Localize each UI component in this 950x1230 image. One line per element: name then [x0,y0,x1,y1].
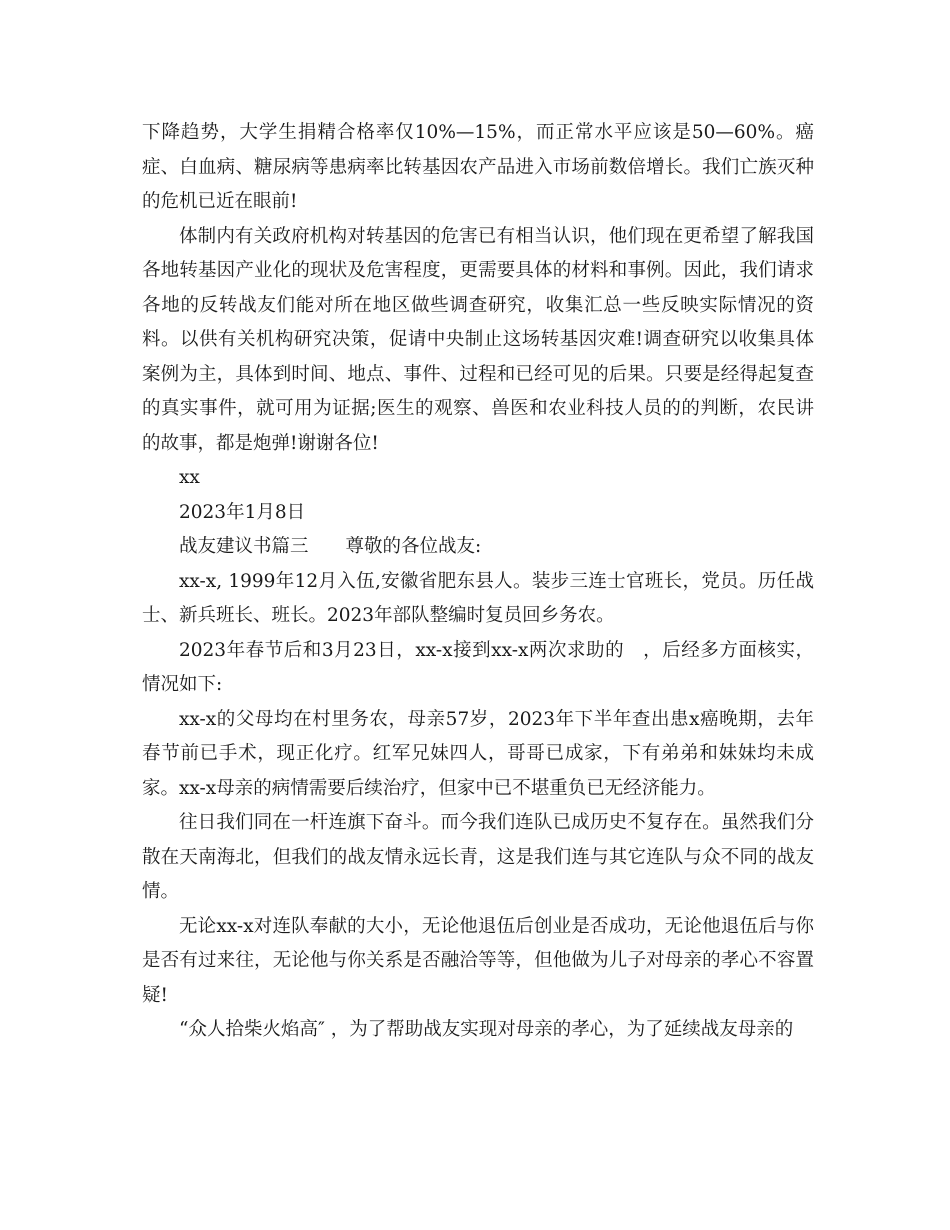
paragraph-11: “众人拾柴火焰高″ ，为了帮助战友实现对母亲的孝心，为了延续战友母亲的 [179,1019,794,1040]
paragraph-7: 2023年春节后和3月23日，xx-x接到xx-x两次求助的 ，后经多方面核实，情况如下: [142,639,814,695]
paragraph-10: 无论xx-x对连队奉献的大小，无论他退伍后创业是否成功，无论他退伍后与你是否有过来往，无论他与你关系是否融洽等等，但他做为儿子对母亲的孝心不容置疑! [142,915,814,1006]
signature-name: xx [179,467,200,488]
document-body [142,116,814,1048]
paragraph-1: 下降趋势，大学生捐精合格率仅10%—15%，而正常水平应该是50—60%。癌症、白血病、糖尿病等患病率比转基因农产品进入市场前数倍增长。我们亡族灭种的危机已近在眼前! [142,122,814,212]
paragraph-2: 体制内有关政府机构对转基因的危害已有相当认识，他们现在更希望了解我国各地转基因产业化的现状及危害程度，更需要具体的材料和事例。因此，我们请求各地的反转战友们能对所在地区做些调查研究，收集汇总一些反映实际情况的资料。以供有关机构研究决策，促请中央制止这场转基因灾难!调查研究以收集具体案例为主，具体到时间、地点、事件、过程和已经可见的后果。只要是经得起复查的真实事件，就可用为证据;医生的观察、兽医和农业科技人员的的判断，农民讲的故事，都是炮弹!谢谢各位! [142,225,814,454]
paragraph-9: 往日我们同在一杆连旗下奋斗。而今我们连队已成历史不复存在。虽然我们分散在天南海北，但我们的战友情永远长青，这是我们连与其它连队与众不同的战友情。 [142,812,814,902]
paragraph-6: xx-x, 1999年12月入伍,安徽省肥东县人。装步三连士官班长，党员。历任战士、新兵班长、班长。2023年部队整编时复员回乡务农。 [142,570,814,626]
paragraph-8: xx-x的父母均在村里务农，母亲57岁，2023年下半年查出患x癌晚期，去年春节前已手术，现正化疗。红军兄妹四人，哥哥已成家，下有弟弟和妹妹均未成家。xx-x母亲的病情需要后续治疗，但家中已不堪重负已无经济能力。 [142,708,814,799]
signature-date: 2023年1月8日 [179,501,306,523]
section-heading: 战友建议书篇三 尊敬的各位战友: [179,536,482,557]
